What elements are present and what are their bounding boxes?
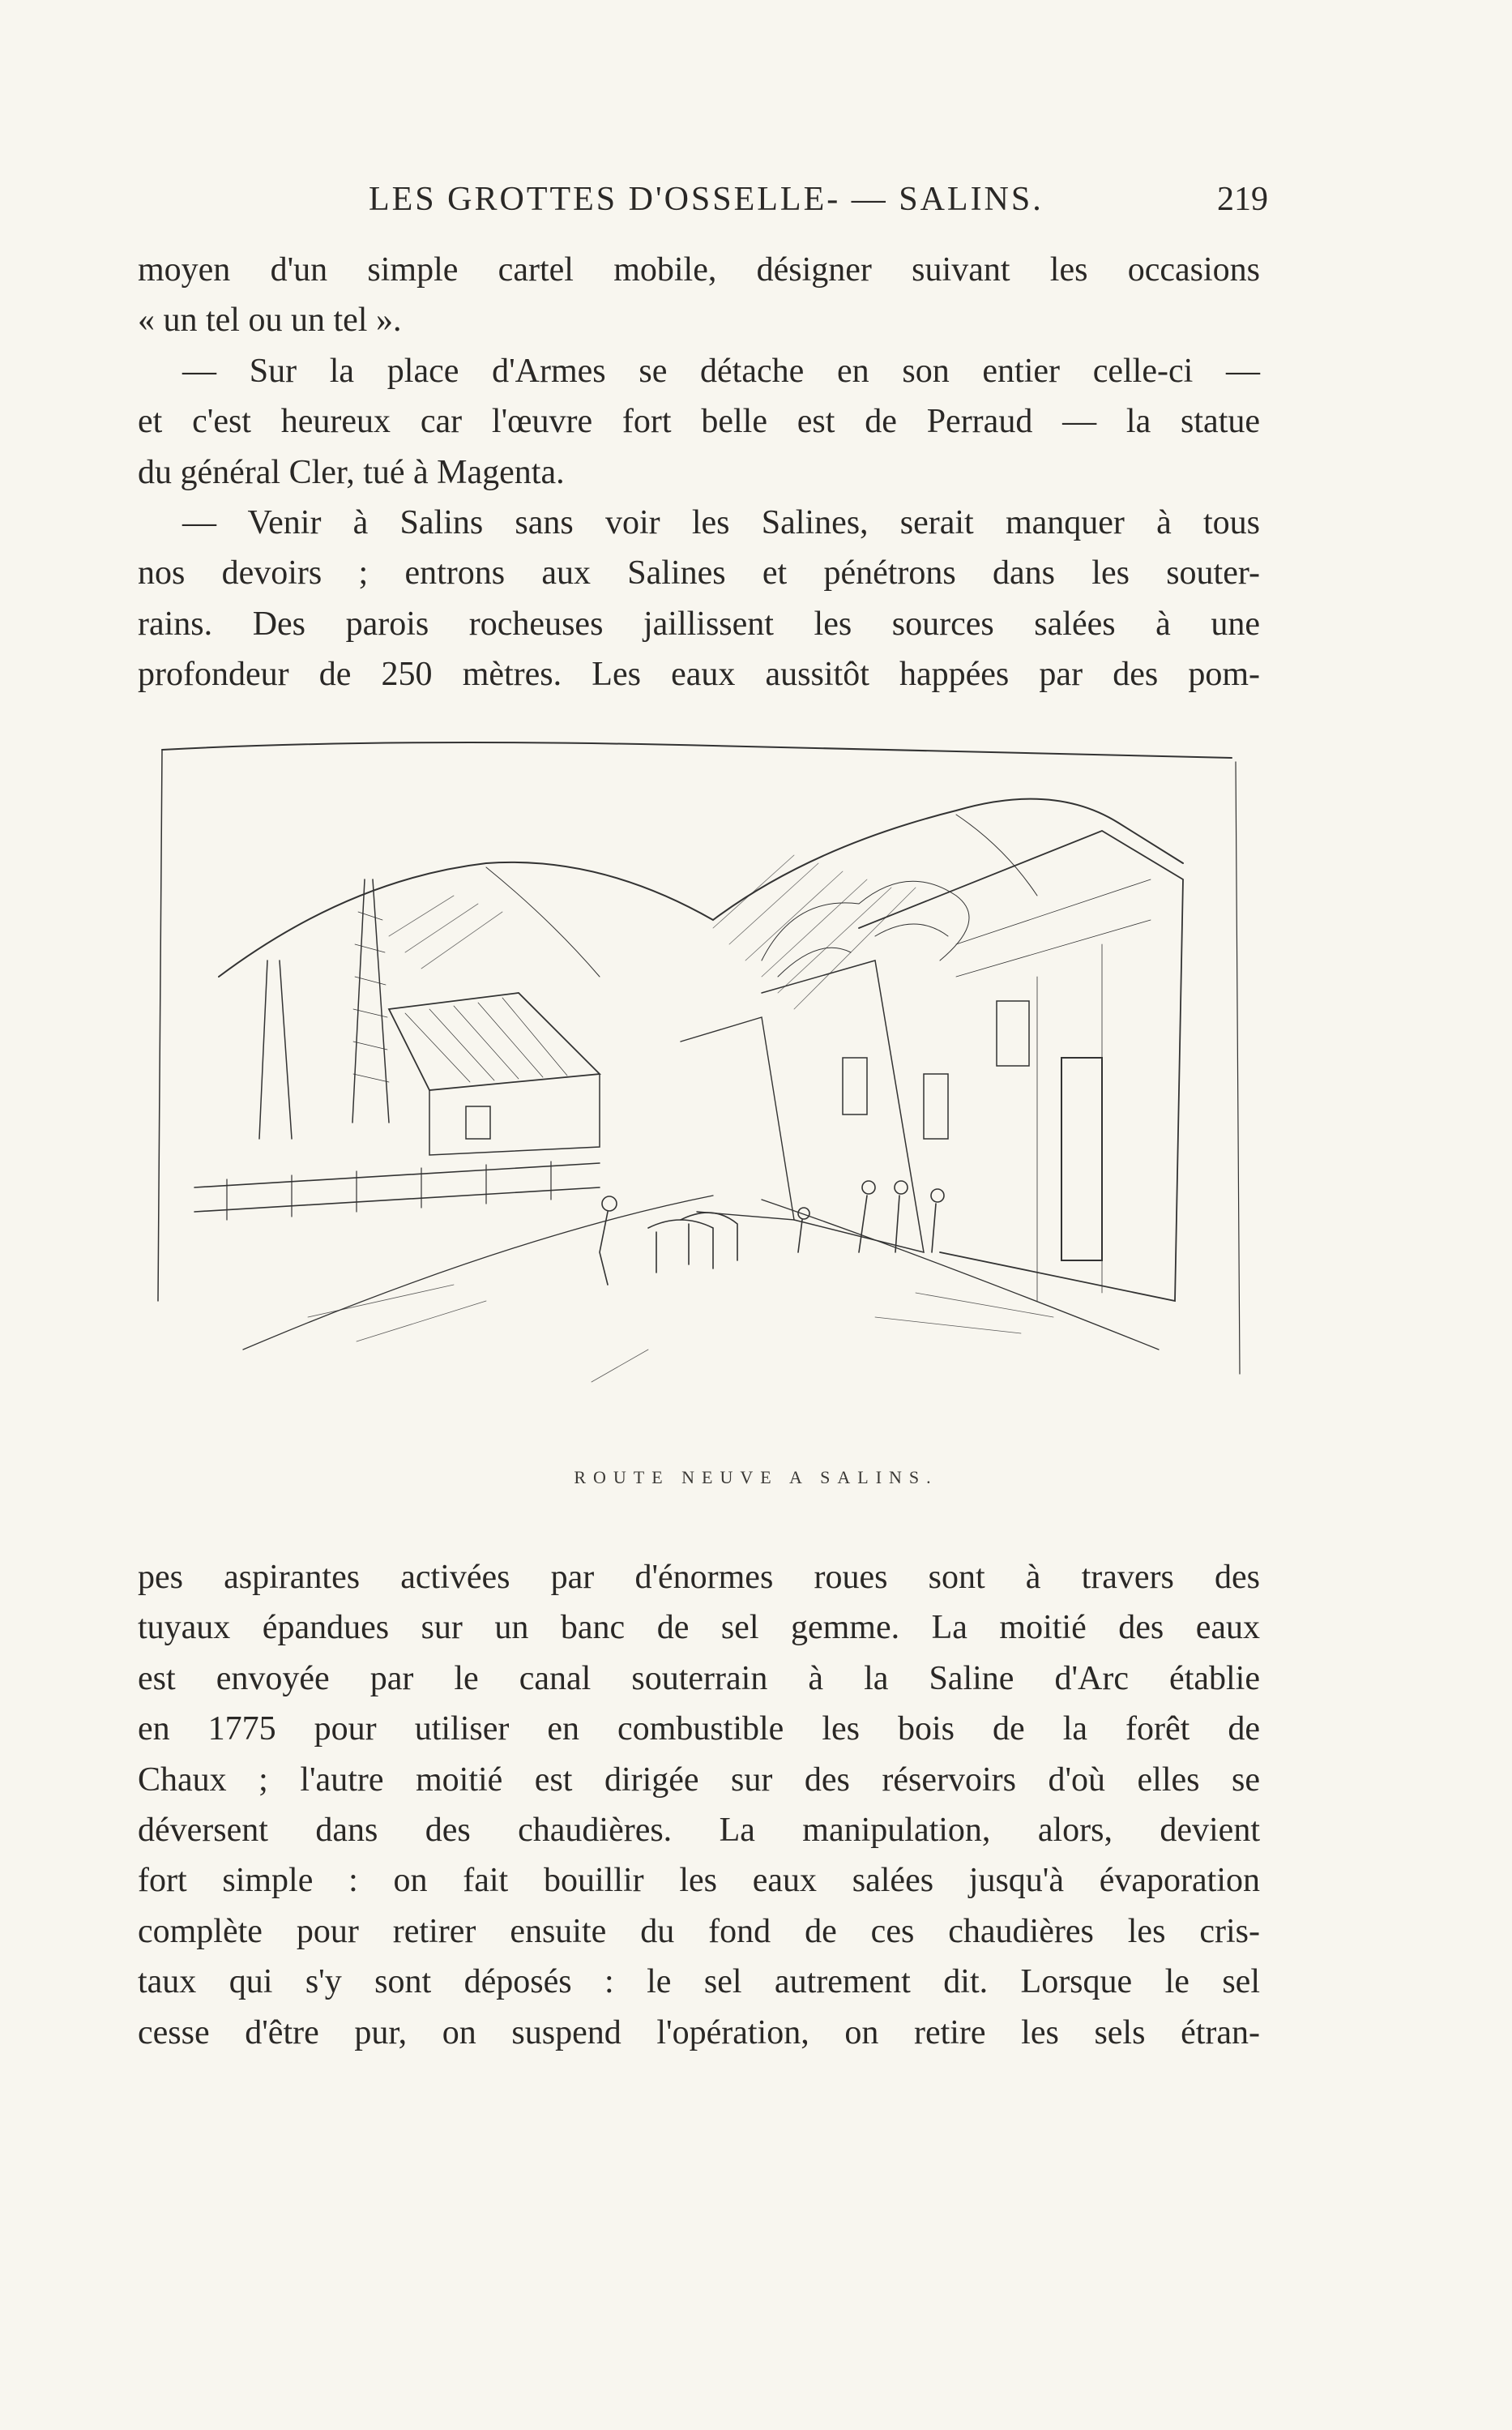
- paragraph: [138, 447, 1260, 498]
- paragraph: [138, 1755, 1260, 1805]
- text-line: taux qui s'y sont déposés : le sel autrement dit. Lorsque le sel: [138, 1963, 1260, 2001]
- text-line: — Venir à Salins sans voir les Salines, serait manquer à tous: [182, 504, 1260, 542]
- text-block-top: [138, 245, 1260, 700]
- text-line: — Sur la place d'Armes se détache en son entier celle-ci —: [182, 352, 1260, 390]
- text-line: complète pour retirer ensuite du fond de ces chaudières les cris-: [138, 1912, 1260, 1950]
- paragraph: [138, 548, 1260, 598]
- paragraph: [138, 1552, 1260, 1602]
- paragraph: [138, 1654, 1260, 1704]
- paragraph: [138, 396, 1260, 447]
- text-block-bottom: [138, 1552, 1260, 2058]
- paragraph: [138, 599, 1260, 649]
- text-line: déversent dans des chaudières. La manipulation, alors, devient: [138, 1812, 1260, 1850]
- text-line: moyen d'un simple cartel mobile, désigner suivant les occasions: [138, 251, 1260, 289]
- text-line: fort simple : on fait bouillir les eaux salées jusqu'à évaporation: [138, 1862, 1260, 1900]
- paragraph: [138, 245, 1260, 295]
- illustration-caption: ROUTE NEUVE A SALINS.: [574, 1467, 938, 1487]
- paragraph: [138, 1704, 1260, 1754]
- text-line: pes aspirantes activées par d'énormes roues sont à travers des: [138, 1559, 1260, 1596]
- paragraph: [138, 2008, 1260, 2058]
- paragraph: [138, 1906, 1260, 1957]
- text-line: « un tel ou un tel ».: [138, 302, 402, 340]
- text-line: Chaux ; l'autre moitié est dirigée sur des réservoirs d'où elles se: [138, 1760, 1260, 1799]
- street-engraving: [146, 734, 1264, 1414]
- paragraph: [138, 498, 1260, 548]
- paragraph: [138, 1855, 1260, 1906]
- running-title: LES GROTTES D'OSSELLE- — SALINS.: [369, 181, 1044, 218]
- text-line: et c'est heureux car l'œuvre fort belle est de Perraud — la statue: [138, 403, 1260, 441]
- text-line: tuyaux épandues sur un banc de sel gemme. La moitié des eaux: [138, 1609, 1260, 1647]
- text-line: est envoyée par le canal souterrain à la Saline d'Arc établie: [138, 1659, 1260, 1697]
- text-line: en 1775 pour utiliser en combustible les bois de la forêt de: [138, 1710, 1260, 1748]
- page-header: [158, 180, 1268, 229]
- page-number: 219: [1217, 181, 1268, 218]
- paragraph: [138, 346, 1260, 396]
- paragraph: [138, 295, 1260, 345]
- text-line: du général Cler, tué à Magenta.: [138, 453, 565, 491]
- paragraph: [138, 1957, 1260, 2007]
- text-line: nos devoirs ; entrons aux Salines et pénétrons dans les souter-: [138, 554, 1260, 593]
- text-line: cesse d'être pur, on suspend l'opération, on retire les sels étran-: [138, 2013, 1260, 2051]
- paragraph: [138, 649, 1260, 699]
- text-line: profondeur de 250 mètres. Les eaux aussitôt happées par des pom-: [138, 656, 1260, 694]
- paragraph: [138, 1602, 1260, 1653]
- paragraph: [138, 1805, 1260, 1855]
- text-line: rains. Des parois rocheuses jaillissent les sources salées à une: [138, 605, 1260, 643]
